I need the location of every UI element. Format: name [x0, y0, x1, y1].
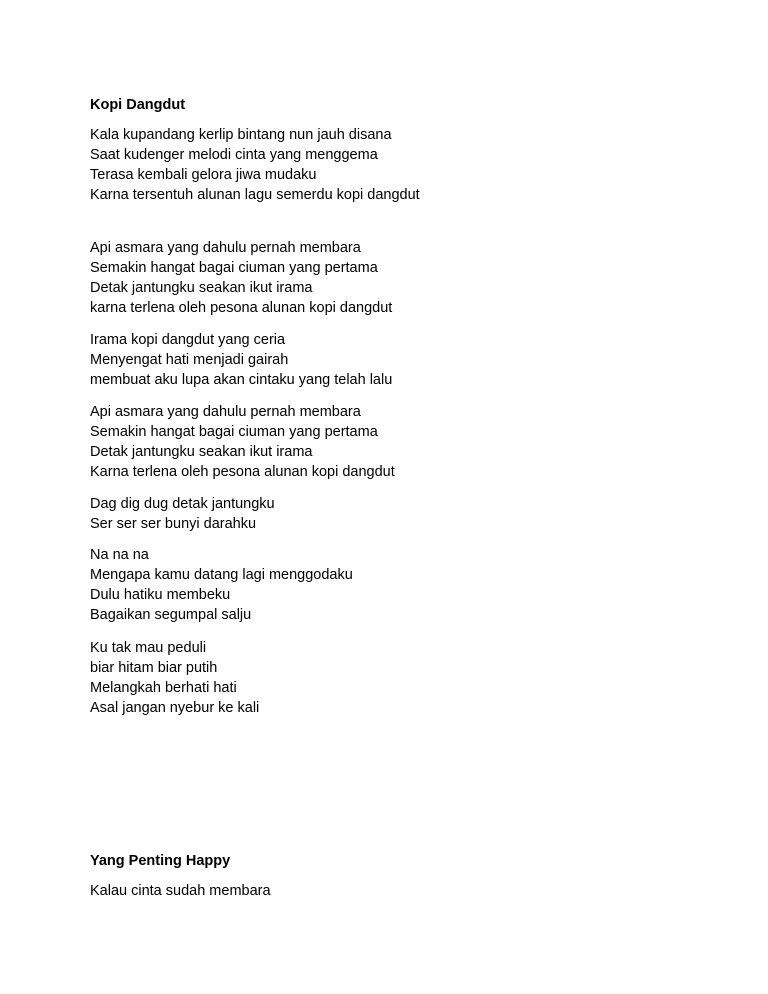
stanza: [90, 638, 730, 718]
lyric-line: Semakin hangat bagai ciuman yang pertama: [90, 424, 378, 440]
stanza: [90, 402, 730, 482]
stanza: [90, 125, 730, 205]
song-kopi-dangdut: [90, 95, 730, 115]
lyric-line: karna terlena oleh pesona alunan kopi dangdut: [90, 300, 393, 316]
lyric-line: Detak jantungku seakan ikut irama: [90, 280, 313, 296]
lyric-line: Kalau cinta sudah membara: [90, 883, 271, 899]
stanza: [90, 881, 730, 901]
lyric-line: Kala kupandang kerlip bintang nun jauh disana: [90, 127, 392, 143]
song-title: Kopi Dangdut: [90, 97, 186, 113]
lyric-line: Api asmara yang dahulu pernah membara: [90, 404, 361, 420]
lyric-line: Ku tak mau peduli: [90, 640, 207, 656]
lyric-line: Asal jangan nyebur ke kali: [90, 700, 260, 716]
lyric-line: Api asmara yang dahulu pernah membara: [90, 240, 361, 256]
lyric-line: Dag dig dug detak jantungku: [90, 496, 275, 512]
lyric-line: Karna terlena oleh pesona alunan kopi dangdut: [90, 464, 395, 480]
lyric-line: biar hitam biar putih: [90, 660, 218, 676]
lyric-line: Menyengat hati menjadi gairah: [90, 352, 289, 368]
stanza: [90, 494, 730, 534]
song-yang-penting-happy: [90, 851, 730, 871]
lyric-line: membuat aku lupa akan cintaku yang telah lalu: [90, 372, 393, 388]
lyric-line: Dulu hatiku membeku: [90, 587, 231, 603]
lyric-line: Ser ser ser bunyi darahku: [90, 516, 257, 532]
lyric-line: Saat kudenger melodi cinta yang menggema: [90, 147, 378, 163]
stanza: [90, 238, 730, 318]
lyric-line: Semakin hangat bagai ciuman yang pertama: [90, 260, 378, 276]
lyric-line: Na na na: [90, 547, 149, 563]
lyric-line: Terasa kembali gelora jiwa mudaku: [90, 167, 317, 183]
stanza: [90, 545, 730, 625]
lyric-line: Melangkah berhati hati: [90, 680, 237, 696]
lyric-line: Irama kopi dangdut yang ceria: [90, 332, 286, 348]
lyric-line: Karna tersentuh alunan lagu semerdu kopi dangdut: [90, 187, 420, 203]
song-title: Yang Penting Happy: [90, 853, 231, 869]
lyric-line: Bagaikan segumpal salju: [90, 607, 252, 623]
lyric-line: Detak jantungku seakan ikut irama: [90, 444, 313, 460]
stanza: [90, 330, 730, 390]
lyric-line: Mengapa kamu datang lagi menggodaku: [90, 567, 353, 583]
